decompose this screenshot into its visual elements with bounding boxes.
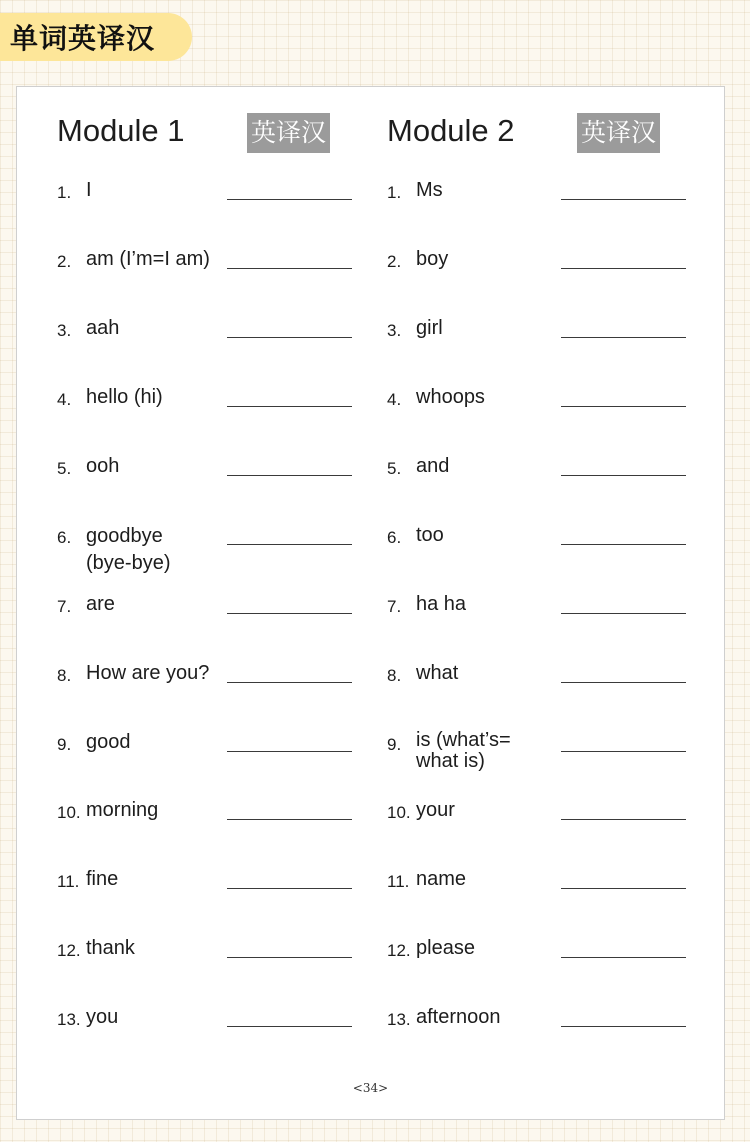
word-number: 8. [57,666,72,685]
word-row [387,316,707,376]
word-text: is (what’s= what is) [416,729,511,772]
word-row [57,1005,377,1065]
word-text: ha ha [416,593,467,615]
word-text: whoops [416,386,485,408]
word-row [57,592,377,652]
answer-blank[interactable] [227,751,352,752]
module-1-column [57,87,377,1067]
word-number: 4. [57,390,72,409]
word-text: and [416,455,450,477]
answer-blank[interactable] [227,337,352,338]
word-number: 6. [57,528,72,547]
word-row [387,523,707,583]
module-header [57,113,377,155]
word-number: 5. [57,459,72,478]
word-row [57,385,377,445]
word-row [387,1005,707,1065]
word-text: boy [416,248,449,270]
word-text: fine [86,868,119,890]
answer-blank[interactable] [227,1026,352,1027]
word-row [57,247,377,307]
answer-blank[interactable] [227,406,352,407]
word-row [387,798,707,858]
module-2-column [387,87,707,1067]
mode-badge: 英译汉 [577,113,660,153]
section-title: 单词英译汉 [10,22,156,55]
word-row [57,523,377,583]
word-number: 7. [387,597,402,616]
word-row [387,592,707,652]
word-row [387,936,707,996]
word-number: 6. [387,528,402,547]
answer-blank[interactable] [227,475,352,476]
answer-blank[interactable] [227,268,352,269]
answer-blank[interactable] [227,199,352,200]
word-number: 13. [387,1010,411,1029]
word-text: thank [86,937,135,959]
word-text: afternoon [416,1006,501,1028]
answer-blank[interactable] [561,544,686,545]
word-number: 9. [387,735,402,754]
word-row [387,454,707,514]
answer-blank[interactable] [561,268,686,269]
answer-blank[interactable] [561,957,686,958]
answer-blank[interactable] [227,888,352,889]
word-text: Ms [416,179,443,201]
word-text: ooh [86,455,120,477]
word-number: 5. [387,459,402,478]
word-number: 9. [57,735,72,754]
word-number: 8. [387,666,402,685]
word-text: what [416,662,459,684]
answer-blank[interactable] [561,819,686,820]
word-text: are [86,593,115,615]
word-row [57,316,377,376]
word-row [387,867,707,927]
word-row [57,867,377,927]
mode-badge: 英译汉 [247,113,330,153]
word-text: you [86,1006,119,1028]
word-row [57,661,377,721]
word-text: please [416,937,475,959]
answer-blank[interactable] [227,682,352,683]
module-title: Module 1 [57,113,185,148]
word-row [57,178,377,238]
word-row [57,936,377,996]
word-text: goodbye (bye-bye) [86,525,171,574]
answer-blank[interactable] [561,1026,686,1027]
word-number: 2. [57,252,72,271]
word-number: 1. [57,183,72,202]
word-text: I [86,179,92,201]
word-number: 12. [57,941,81,960]
answer-blank[interactable] [227,819,352,820]
word-text: am (I’m=I am) [86,248,210,270]
word-number: 4. [387,390,402,409]
word-number: 2. [387,252,402,271]
word-row [57,730,377,790]
word-text: good [86,731,131,753]
word-row [387,730,707,790]
answer-blank[interactable] [561,406,686,407]
word-row [57,454,377,514]
answer-blank[interactable] [561,337,686,338]
word-text: your [416,799,455,821]
word-text: name [416,868,467,890]
word-text: hello (hi) [86,386,163,408]
word-row [387,661,707,721]
answer-blank[interactable] [561,751,686,752]
word-text: girl [416,317,443,339]
answer-blank[interactable] [561,475,686,476]
word-text: too [416,524,444,546]
word-number: 10. [387,803,411,822]
word-number: 11. [387,872,410,891]
answer-blank[interactable] [561,888,686,889]
word-text: morning [86,799,159,821]
section-header-tab [0,13,192,61]
word-row [387,178,707,238]
word-number: 7. [57,597,72,616]
word-row [387,247,707,307]
word-number: 3. [57,321,72,340]
module-header [387,113,707,155]
answer-blank[interactable] [227,613,352,614]
answer-blank[interactable] [227,957,352,958]
word-row [387,385,707,445]
answer-blank[interactable] [227,544,352,545]
word-text: aah [86,317,120,339]
answer-blank[interactable] [561,199,686,200]
answer-blank[interactable] [561,682,686,683]
word-text: How are you? [86,662,210,684]
word-number: 3. [387,321,402,340]
word-number: 11. [57,872,80,891]
word-row [57,798,377,858]
word-number: 12. [387,941,411,960]
word-number: 13. [57,1010,81,1029]
word-number: 1. [387,183,402,202]
module-title: Module 2 [387,113,515,148]
answer-blank[interactable] [561,613,686,614]
page-number: <34> [352,1081,389,1095]
worksheet-card [16,86,725,1120]
word-number: 10. [57,803,81,822]
